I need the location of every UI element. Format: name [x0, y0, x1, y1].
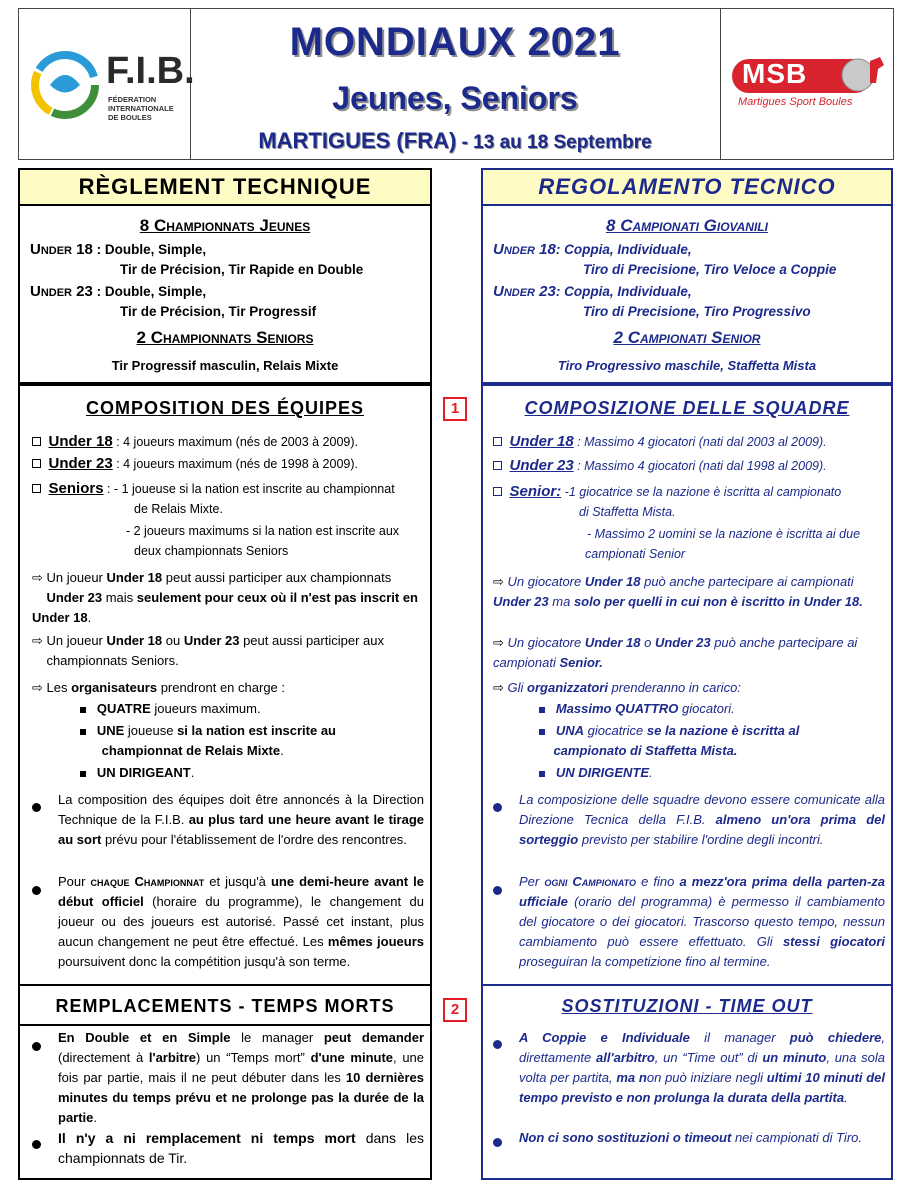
header-divider: [720, 8, 721, 160]
fr-org-2: UNE joueuse si la nation est inscrite au championnat de Relais Mixte.: [80, 721, 336, 761]
it-compo-senior-3: - Massimo 2 uomini se la nazione è iscritta ai due: [587, 527, 861, 541]
square-bullet-icon: [539, 771, 545, 777]
section-number-2: 2: [443, 998, 467, 1022]
it-sost-title: SOSTITUZIONI - TIME OUT: [561, 996, 813, 1016]
it-compo-title: COMPOSIZIONE DELLE SQUADRE: [524, 398, 850, 418]
square-bullet-icon: [539, 729, 545, 735]
it-org-1: Massimo QUATTRO giocatori.: [539, 699, 735, 719]
it-title-box: [481, 168, 893, 206]
fr-champ-jeunes: 8 Championnats Jeunes: [139, 216, 311, 235]
fr-compo-title: COMPOSITION DES ÉQUIPES: [85, 398, 365, 418]
bullet-icon: [493, 799, 502, 817]
fr-rempl-2: Il n'y a ni remplacement ni temps mort dans les championnats de Tir.: [58, 1130, 424, 1166]
it-compo-u23: Under 23 : Massimo 4 giocatori (nati dal 1998 al 2009).: [493, 456, 827, 476]
it-compo-senior-4: campionati Senior: [585, 547, 686, 561]
it-sostituzioni-box: [481, 986, 893, 1180]
msb-logo-text: MSB: [742, 58, 808, 89]
fr-arrow-2: ⇨ Un joueur Under 18 ou Under 23 peut aussi participer aux championnats Seniors.: [32, 633, 384, 668]
fr-compo-seniors: Seniors : - 1 joueuse si la nation est inscrite au championnat: [32, 479, 395, 499]
arrow-right-icon: ⇨: [32, 680, 43, 695]
fr-bullet-2: Pour chaque Championnat et jusqu'à une demi-heure avant le début officiel (horaire du programme), le changement du joueur ou des joueurs est autorisé. Passé cet instant, plus aucun changement ne peut être effectué. Les mêmes joueurs poursuivent donc la compétition jusqu'à son terme.: [58, 874, 425, 969]
fr-championships-box: [18, 204, 432, 384]
fr-replacements-box: [18, 986, 432, 1180]
it-championships-box: [481, 204, 893, 384]
fr-compo-seniors-3: - 2 joueurs maximums si la nation est inscrite aux: [126, 524, 400, 538]
it-bullet-1: La composizione delle squadre devono essere comunicate alla Direzione Tecnica della F.I.B. almeno un'ora prima del sorteggio previsto per stabilire l'ordine degli incontri.: [519, 792, 885, 847]
it-u23: Under 23: Coppia, Individuale,: [493, 283, 692, 300]
bullet-icon: [493, 1036, 502, 1054]
checkbox-icon: [32, 484, 41, 493]
fr-u18-line2: Tir de Précision, Tir Rapide en Double: [120, 262, 364, 277]
fr-champ-seniors: 2 Championnats Seniors: [136, 328, 314, 347]
checkbox-icon: [32, 459, 41, 468]
arrow-right-icon: ⇨: [493, 635, 504, 650]
bullet-icon: [32, 1136, 41, 1154]
square-bullet-icon: [80, 707, 86, 713]
fr-u18: Under 18 : Double, Simple,: [30, 241, 207, 258]
arrow-right-icon: ⇨: [32, 570, 43, 585]
it-champ-senior: 2 Campionati Senior: [613, 328, 761, 347]
square-bullet-icon: [80, 771, 86, 777]
event-location: [190, 128, 720, 154]
it-u18-line2: Tiro di Precisione, Tiro Veloce a Coppie: [583, 262, 837, 277]
bullet-icon: [32, 1038, 41, 1056]
fr-u23: Under 23 : Double, Simple,: [30, 283, 207, 300]
fr-bullet-1: La composition des équipes doit être annoncés à la Direction Technique de la F.I.B. au plus tard une heure avant le tirage au sort prévu pour l'établissement de l'ordre des rencontres.: [58, 792, 424, 847]
page-subtitle: Jeunes, Seniors: [332, 80, 578, 116]
square-bullet-icon: [80, 729, 86, 735]
fr-compo-seniors-4: deux championnats Seniors: [134, 544, 289, 558]
it-arrow-3: ⇨ Gli organizzatori prenderanno in carico:: [493, 680, 741, 695]
msb-logo-subtitle: Martigues Sport Boules: [738, 96, 853, 108]
location: MARTIGUES (FRA): [258, 128, 457, 153]
checkbox-icon: [493, 487, 502, 496]
it-title: REGOLAMENTO TECNICO: [538, 174, 836, 199]
it-senior-line: Tiro Progressivo maschile, Staffetta Mista: [557, 358, 817, 373]
fib-logo-icon: [30, 40, 100, 130]
bullet-icon: [32, 799, 41, 817]
fr-arrow-3: ⇨ Les organisateurs prendront en charge :: [32, 680, 285, 695]
fr-org-3: UN DIRIGEANT.: [80, 763, 194, 783]
fr-compo-u18: Under 18 : 4 joueurs maximum (nés de 2003 à 2009).: [32, 432, 358, 452]
bullet-icon: [32, 882, 41, 900]
page-title: MONDIAUX 2021: [289, 20, 621, 64]
arrow-right-icon: ⇨: [32, 633, 43, 648]
it-bullet-2: Per ogni Campionato e fino a mezz'ora prima della parten-za ufficiale (orario del programma) è permesso il cambiamento del giocatore o dei giocatori. Trascorso questo tempo, nessun cambiamento può essere effettuato. Gli stessi giocatori proseguiran la competizione fino al termine.: [519, 874, 886, 969]
fib-logo-subtitle: FÉDERATION INTERNATIONALE DE BOULES: [108, 95, 174, 122]
it-u23-line2: Tiro di Precisione, Tiro Progressivo: [583, 304, 811, 319]
fr-rempl-1: En Double et en Simple le manager peut demander (directement à l'arbitre) un “Temps mort” d'une minute, une fois par partie, mais il ne peut débuter dans les 10 dernières minutes du temps prévu et ne prolonge pas la durée de la partie.: [58, 1030, 425, 1125]
it-sost-1: A Coppie e Individuale il manager può chiedere, direttamente all'arbitro, un “Time out” di un minuto, una sola volta per partita, ma non può iniziare negli ultimi 10 minuti del tempo previsto e non prolunga la durata della partita.: [519, 1030, 886, 1105]
it-compo-senior: Senior: -1 giocatrice se la nazione è iscritta al campionato: [493, 482, 841, 502]
fr-u23-line2: Tir de Précision, Tir Progressif: [120, 304, 317, 319]
bullet-icon: [493, 882, 502, 900]
arrow-right-icon: ⇨: [493, 680, 504, 695]
fr-arrow-1: ⇨ Un joueur Under 18 peut aussi participer aux championnats Under 23 mais seulement pour ceux où il n'est pas inscrit en Under 18.: [32, 570, 418, 625]
checkbox-icon: [493, 461, 502, 470]
checkbox-icon: [32, 437, 41, 446]
fr-seniors-line: Tir Progressif masculin, Relais Mixte: [111, 358, 339, 373]
square-bullet-icon: [539, 707, 545, 713]
fr-org-1: QUATRE joueurs maximum.: [80, 699, 261, 719]
fib-logo-text: F.I.B.: [106, 50, 195, 92]
bullet-icon: [493, 1134, 502, 1152]
it-sost-2: Non ci sono sostituzioni o timeout nei campionati di Tiro.: [519, 1130, 862, 1145]
divider: [20, 1024, 430, 1026]
it-arrow-1: ⇨ Un giocatore Under 18 può anche partecipare ai campionati Under 23 ma solo per quelli in cui non è iscritto in Under 18.: [493, 574, 863, 609]
arrow-right-icon: ⇨: [493, 574, 504, 589]
it-composition-box: [481, 384, 893, 986]
it-arrow-2: ⇨ Un giocatore Under 18 o Under 23 può anche partecipare ai campionati Senior.: [493, 635, 858, 670]
fr-title-box: [18, 168, 432, 206]
fr-compo-u23: Under 23 : 4 joueurs maximum (nés de 1998 à 2009).: [32, 454, 358, 474]
fr-composition-box: [18, 384, 432, 986]
fr-rempl-title: REMPLACEMENTS - TEMPS MORTS: [55, 996, 395, 1016]
it-org-3: UN DIRIGENTE.: [539, 763, 653, 783]
it-champ-giov: 8 Campionati Giovanili: [606, 216, 768, 235]
it-org-2: UNA giocatrice se la nazione è iscritta al campionato di Staffetta Mista.: [539, 721, 799, 761]
it-compo-senior-2: di Staffetta Mista.: [579, 505, 676, 519]
fr-compo-seniors-2: de Relais Mixte.: [134, 502, 223, 516]
checkbox-icon: [493, 437, 502, 446]
section-number-1: 1: [443, 397, 467, 421]
it-compo-u18: Under 18 : Massimo 4 giocatori (nati dal 2003 al 2009).: [493, 432, 827, 452]
it-u18: Under 18: Coppia, Individuale,: [493, 241, 692, 258]
dates: - 13 au 18 Septembre: [456, 132, 652, 153]
fr-title: RÈGLEMENT TECHNIQUE: [78, 174, 372, 199]
